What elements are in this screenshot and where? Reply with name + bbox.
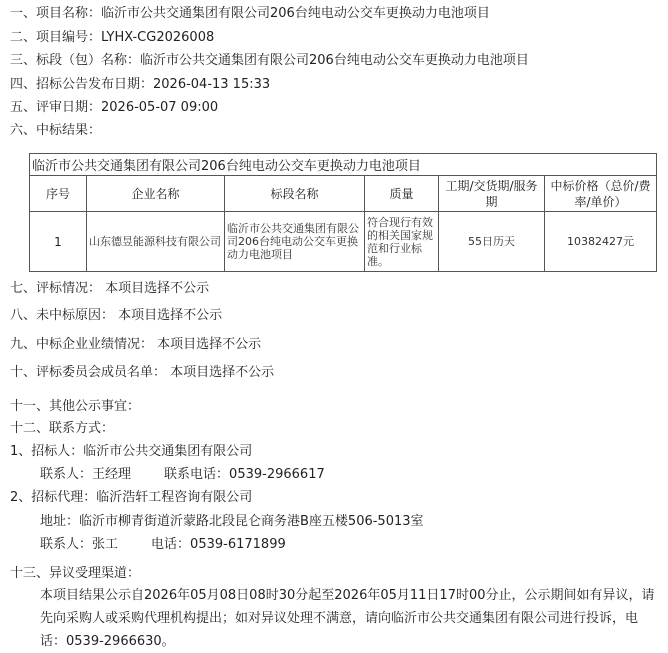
cell-lot: 临沂市公共交通集团有限公司206台纯电动公交车更换动力电池项目 — [225, 212, 365, 272]
header-quality: 质量 — [365, 176, 439, 212]
lot-name: 三、标段（包）名称：临沂市公共交通集团有限公司206台纯电动公交车更换动力电池项目 — [10, 53, 529, 68]
objection-text: 本项目结果公示自2026年05月08日08时30分起至2026年05月11日17时00分止，公示期间如有异议，请先向采购人或采购代理机构提出；如对异议处理不满意，请向临沂市公共交通集团有限公司进行投诉，电话：0539-2966630。 — [40, 588, 655, 649]
cell-seq: 1 — [30, 212, 87, 272]
cell-company: 山东德昱能源科技有限公司 — [87, 212, 225, 272]
committee-list: 十、评标委员会成员名单： 本项目选择不公示 — [10, 365, 275, 380]
header-price: 中标价格（总价/费率/单价） — [545, 176, 657, 212]
announce-date: 四、招标公告发布日期：2026-04-13 15:33 — [10, 77, 271, 92]
unsuccessful-reason: 八、未中标原因： 本项目选择不公示 — [10, 308, 223, 323]
agent-address: 地址：临沂市柳青街道沂蒙路北段昆仑商务港B座五楼506-5013室 — [40, 514, 424, 529]
agent-contact: 联系人：张工 电话：0539-6171899 — [40, 537, 286, 552]
header-company: 企业名称 — [87, 176, 225, 212]
result-title: 六、中标结果： — [10, 123, 102, 138]
tenderer-contact: 联系人：王经理 联系电话：0539-2966617 — [40, 467, 325, 482]
project-number: 二、项目编号：LYHX-CG2026008 — [10, 30, 215, 45]
objection-title: 十三、异议受理渠道： — [10, 566, 141, 581]
other-matters-title: 十一、其他公示事宜： — [10, 399, 141, 414]
contact-title: 十二、联系方式： — [10, 421, 115, 436]
review-date: 五、评审日期：2026-05-07 09:00 — [10, 100, 219, 115]
table-row — [30, 212, 657, 272]
agent: 2、招标代理：临沂浩轩工程咨询有限公司 — [10, 490, 253, 505]
performance-status: 九、中标企业业绩情况： 本项目选择不公示 — [10, 337, 262, 352]
eval-status: 七、评标情况： 本项目选择不公示 — [10, 281, 210, 296]
header-seq: 序号 — [30, 176, 87, 212]
project-name: 一、项目名称：临沂市公共交通集团有限公司206台纯电动公交车更换动力电池项目 — [10, 6, 490, 21]
header-lot: 标段名称 — [225, 176, 365, 212]
cell-quality: 符合现行有效的相关国家规范和行业标准。 — [365, 212, 439, 272]
cell-period: 55日历天 — [439, 212, 545, 272]
table-caption: 临沂市公共交通集团有限公司206台纯电动公交车更换动力电池项目 — [30, 154, 657, 176]
cell-price: 10382427元 — [545, 212, 657, 272]
tenderer: 1、招标人：临沂市公共交通集团有限公司 — [10, 444, 253, 459]
award-result-table — [29, 153, 657, 272]
header-period: 工期/交货期/服务期 — [439, 176, 545, 212]
